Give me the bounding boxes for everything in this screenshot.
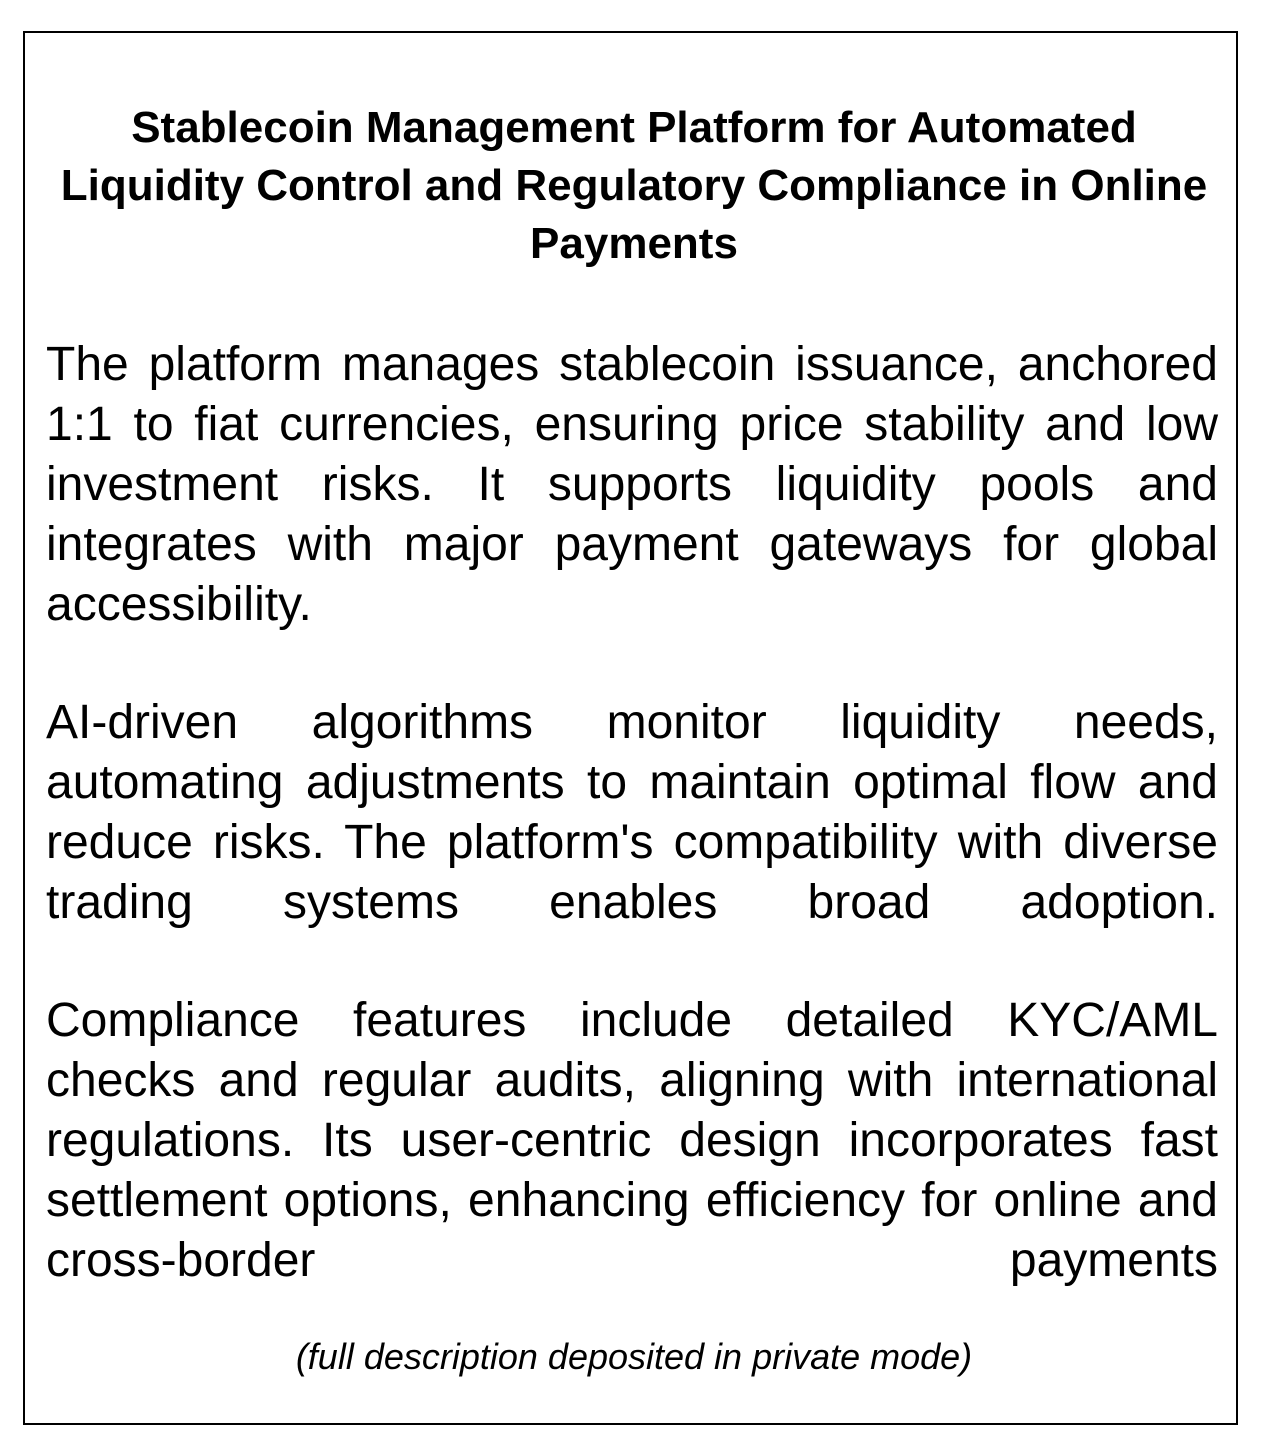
document-title: Stablecoin Management Platform for Automated Liquidity Control and Regulatory Compliance in Online Payments	[60, 103, 1208, 268]
description-paragraph: Compliance features include detailed KYC/AML checks and regular audits, aligning with international regulations. Its user-centric design incorporates fast settlement options, enhancing efficiency for online and cross-border payments	[46, 994, 1218, 1287]
description-paragraph: The platform manages stablecoin issuance, anchored 1:1 to fiat currencies, ensuring price stability and low investment risks. It supports liquidity pools and integrates with major payment gateways for global accessibility.	[46, 338, 1218, 631]
description-paragraph: AI-driven algorithms monitor liquidity needs, automating adjustments to maintain optimal flow and reduce risks. The platform's compatibility with diverse trading systems enables broad adoption.	[46, 696, 1218, 929]
private-mode-footnote: (full description deposited in private mode)	[295, 1336, 973, 1377]
